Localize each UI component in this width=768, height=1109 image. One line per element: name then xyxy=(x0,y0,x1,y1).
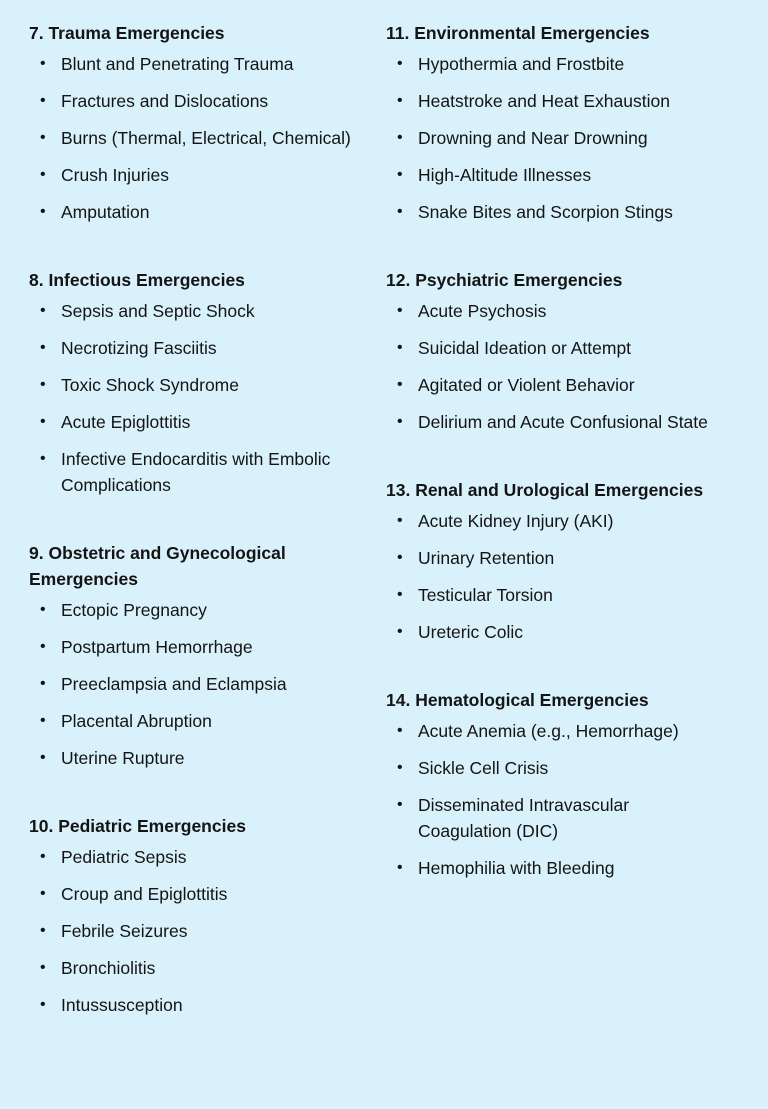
bullet-icon: • xyxy=(397,859,403,876)
item-list xyxy=(386,508,758,645)
list-item xyxy=(386,335,758,361)
bullet-icon: • xyxy=(40,601,46,618)
section-heading: 14. Hematological Emergencies xyxy=(386,690,649,710)
list-item-text: Hypothermia and Frostbite xyxy=(418,54,625,74)
list-item-text: Febrile Seizures xyxy=(61,921,188,941)
bullet-icon: • xyxy=(397,512,403,529)
list-item-text: Disseminated Intravascular Coagulation (DIC) xyxy=(418,795,630,841)
list-item-text: Blunt and Penetrating Trauma xyxy=(61,54,294,74)
bullet-icon: • xyxy=(397,376,403,393)
section-heading: 11. Environmental Emergencies xyxy=(386,23,650,43)
bullet-icon: • xyxy=(40,339,46,356)
list-item-text: Hemophilia with Bleeding xyxy=(418,858,615,878)
item-list xyxy=(29,51,379,225)
list-item-text: Agitated or Violent Behavior xyxy=(418,375,635,395)
item-list xyxy=(29,298,379,498)
bullet-icon: • xyxy=(40,203,46,220)
list-item xyxy=(29,199,379,225)
bullet-icon: • xyxy=(40,166,46,183)
bullet-icon: • xyxy=(397,549,403,566)
list-item-text: Ectopic Pregnancy xyxy=(61,600,207,620)
list-item xyxy=(386,199,758,225)
item-list xyxy=(386,51,758,225)
section-infectious-emergencies xyxy=(29,267,379,498)
list-item-text: Acute Psychosis xyxy=(418,301,547,321)
list-item-text: Crush Injuries xyxy=(61,165,169,185)
list-item xyxy=(29,844,379,870)
item-list xyxy=(29,844,379,1018)
section-heading: 7. Trauma Emergencies xyxy=(29,23,225,43)
section-environmental-emergencies xyxy=(386,20,758,225)
list-item xyxy=(386,792,688,844)
list-item xyxy=(386,545,758,571)
list-item-text: Bronchiolitis xyxy=(61,958,156,978)
list-item xyxy=(29,162,379,188)
bullet-icon: • xyxy=(397,203,403,220)
list-item xyxy=(386,51,758,77)
list-item-text: Delirium and Acute Confusional State xyxy=(418,412,708,432)
list-item xyxy=(29,335,379,361)
bullet-icon: • xyxy=(397,166,403,183)
bullet-icon: • xyxy=(397,302,403,319)
list-item xyxy=(29,409,379,435)
section-renal-urological-emergencies xyxy=(386,477,758,645)
list-item xyxy=(386,409,758,435)
list-item-text: Preeclampsia and Eclampsia xyxy=(61,674,287,694)
list-item-text: Toxic Shock Syndrome xyxy=(61,375,239,395)
list-item-text: Testicular Torsion xyxy=(418,585,553,605)
bullet-icon: • xyxy=(40,749,46,766)
list-item-text: Ureteric Colic xyxy=(418,622,524,642)
bullet-icon: • xyxy=(397,339,403,356)
list-item-text: Uterine Rupture xyxy=(61,748,185,768)
left-column xyxy=(29,20,379,1018)
bullet-icon: • xyxy=(40,55,46,72)
bullet-icon: • xyxy=(40,712,46,729)
list-item-text: Intussusception xyxy=(61,995,183,1015)
section-heading: 13. Renal and Urological Emergencies xyxy=(386,480,704,500)
bullet-icon: • xyxy=(397,722,403,739)
list-item-text: Urinary Retention xyxy=(418,548,555,568)
list-item xyxy=(386,88,758,114)
list-item xyxy=(29,51,379,77)
bullet-icon: • xyxy=(40,675,46,692)
bullet-icon: • xyxy=(40,92,46,109)
list-item xyxy=(29,955,379,981)
section-heading: 9. Obstetric and Gynecological Emergencies xyxy=(29,543,286,589)
item-list xyxy=(29,597,379,771)
list-item xyxy=(29,745,379,771)
list-item-text: Suicidal Ideation or Attempt xyxy=(418,338,632,358)
section-obstetric-gynecological-emergencies xyxy=(29,540,379,771)
bullet-icon: • xyxy=(40,129,46,146)
list-item-text: Amputation xyxy=(61,202,150,222)
bullet-icon: • xyxy=(40,638,46,655)
bullet-icon: • xyxy=(40,996,46,1013)
list-item-text: Fractures and Dislocations xyxy=(61,91,269,111)
section-heading: 10. Pediatric Emergencies xyxy=(29,816,246,836)
list-item-text: Sepsis and Septic Shock xyxy=(61,301,255,321)
list-item-text: Heatstroke and Heat Exhaustion xyxy=(418,91,670,111)
list-item-text: Infective Endocarditis with Embolic Complications xyxy=(61,449,331,495)
list-item xyxy=(29,298,379,324)
bullet-icon: • xyxy=(40,376,46,393)
list-item-text: Acute Epiglottitis xyxy=(61,412,191,432)
section-heading: 8. Infectious Emergencies xyxy=(29,270,245,290)
bullet-icon: • xyxy=(397,586,403,603)
bullet-icon: • xyxy=(397,129,403,146)
bullet-icon: • xyxy=(40,848,46,865)
bullet-icon: • xyxy=(40,922,46,939)
list-item xyxy=(386,162,758,188)
list-item xyxy=(29,372,379,398)
bullet-icon: • xyxy=(397,759,403,776)
list-item xyxy=(29,671,379,697)
list-item xyxy=(386,718,758,744)
list-item xyxy=(29,708,379,734)
bullet-icon: • xyxy=(40,885,46,902)
list-item xyxy=(29,88,379,114)
bullet-icon: • xyxy=(40,413,46,430)
bullet-icon: • xyxy=(397,413,403,430)
list-item xyxy=(386,125,758,151)
bullet-icon: • xyxy=(397,623,403,640)
bullet-icon: • xyxy=(397,796,403,813)
list-item-text: Burns (Thermal, Electrical, Chemical) xyxy=(61,128,351,148)
list-item-text: Acute Kidney Injury (AKI) xyxy=(418,511,614,531)
bullet-icon: • xyxy=(397,92,403,109)
list-item xyxy=(386,508,758,534)
list-item-text: Postpartum Hemorrhage xyxy=(61,637,253,657)
list-item xyxy=(386,855,758,881)
bullet-icon: • xyxy=(40,959,46,976)
list-item xyxy=(386,619,758,645)
section-trauma-emergencies xyxy=(29,20,379,225)
list-item xyxy=(29,446,361,498)
item-list xyxy=(386,298,758,435)
list-item xyxy=(386,755,758,781)
list-item xyxy=(29,881,379,907)
list-item xyxy=(29,597,379,623)
list-item xyxy=(386,582,758,608)
list-item xyxy=(386,298,758,324)
list-item-text: Sickle Cell Crisis xyxy=(418,758,549,778)
item-list xyxy=(386,718,758,881)
list-item-text: Acute Anemia (e.g., Hemorrhage) xyxy=(418,721,679,741)
list-item-text: Drowning and Near Drowning xyxy=(418,128,648,148)
list-item-text: Snake Bites and Scorpion Stings xyxy=(418,202,673,222)
bullet-icon: • xyxy=(40,450,46,467)
right-column xyxy=(386,20,758,881)
list-item-text: Pediatric Sepsis xyxy=(61,847,187,867)
section-psychiatric-emergencies xyxy=(386,267,758,435)
section-heading: 12. Psychiatric Emergencies xyxy=(386,270,623,290)
list-item-text: Necrotizing Fasciitis xyxy=(61,338,217,358)
section-pediatric-emergencies xyxy=(29,813,379,1018)
list-item-text: Placental Abruption xyxy=(61,711,212,731)
list-item xyxy=(29,125,379,151)
list-item-text: Croup and Epiglottitis xyxy=(61,884,228,904)
bullet-icon: • xyxy=(40,302,46,319)
list-item xyxy=(29,992,379,1018)
list-item xyxy=(386,372,758,398)
list-item-text: High-Altitude Illnesses xyxy=(418,165,592,185)
section-hematological-emergencies xyxy=(386,687,758,881)
bullet-icon: • xyxy=(397,55,403,72)
list-item xyxy=(29,918,379,944)
list-item xyxy=(29,634,379,660)
